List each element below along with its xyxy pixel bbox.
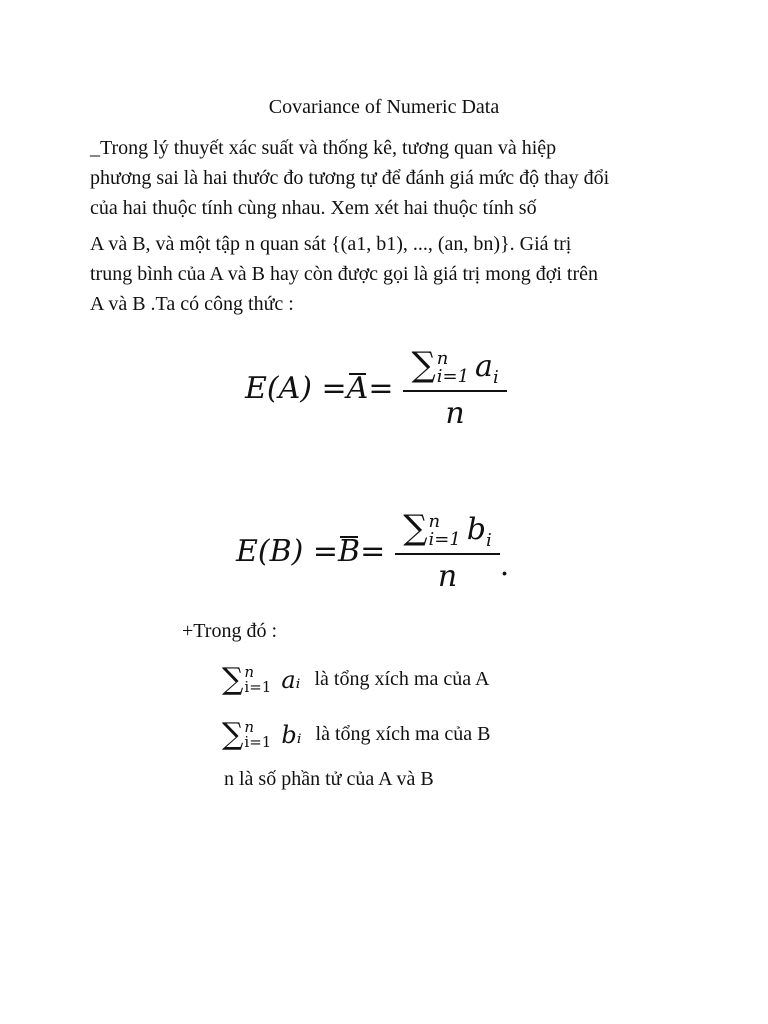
denominator: n [437, 559, 458, 594]
text-line: _Trong lý thuyết xác suất và thống kê, tương quan và hiệp [90, 137, 557, 159]
intro-paragraph [90, 133, 700, 223]
upper-limit: n [244, 717, 255, 736]
mean-symbol: B [338, 533, 361, 569]
text-line: A và B .Ta có công thức : [90, 293, 294, 315]
sum-b-explanation [222, 717, 491, 752]
sigma-symbol: ∑ [411, 345, 436, 385]
upper-limit: n [436, 348, 449, 369]
lower-limit: i=1 [428, 529, 461, 550]
text-line: của hai thuộc tính cùng nhau. Xem xét hai thuộc tính số [90, 197, 537, 219]
definition-paragraph [90, 229, 700, 319]
formula-lhs: E(A) = [245, 370, 347, 406]
sum-variable: bᵢ [281, 720, 302, 749]
lower-limit: i=1 [244, 677, 272, 696]
sigma-symbol: ∑ [222, 662, 244, 697]
term: a [475, 349, 493, 384]
fraction [403, 345, 506, 431]
denominator: n [445, 396, 465, 431]
numerator [395, 508, 500, 553]
subscript: i [486, 530, 492, 551]
subscript: i [492, 367, 499, 388]
sum-description: là tổng xích ma của B [315, 723, 491, 745]
sigma-symbol: ∑ [222, 717, 244, 752]
numerator [403, 345, 506, 390]
page-title: Covariance of Numeric Data [268, 96, 500, 118]
text-line: phương sai là hai thước đo tương tự để đánh giá mức độ thay đổi [90, 167, 610, 189]
sum-limits [437, 350, 469, 386]
upper-limit: n [244, 662, 255, 681]
lower-limit: i=1 [244, 732, 272, 751]
lower-limit: i=1 [436, 366, 470, 387]
sum-a-explanation [222, 662, 489, 697]
where-label: +Trong đó : [182, 620, 278, 642]
term: b [466, 512, 487, 547]
fraction [395, 508, 500, 594]
sum-variable: aᵢ [281, 665, 301, 694]
text-line: A và B, và một tập n quan sát {(a1, b1), ..., (an, bn)}. Giá trị [90, 233, 572, 255]
n-note: n là số phần tử của A và B [224, 768, 434, 790]
period: . [499, 547, 510, 583]
equals-sign: = [360, 533, 386, 569]
sum-description: là tổng xích ma của A [314, 668, 490, 690]
formula-expected-a [245, 345, 507, 431]
equals-sign: = [368, 370, 394, 406]
sigma-symbol: ∑ [403, 508, 428, 548]
formula-expected-b [236, 508, 509, 594]
mean-symbol: A [346, 370, 369, 406]
upper-limit: n [428, 511, 441, 532]
sum-limits [244, 717, 272, 751]
formula-lhs: E(B) = [236, 533, 339, 569]
sum-limits [244, 662, 272, 696]
text-line: trung bình của A và B hay còn được gọi là giá trị mong đợi trên [90, 263, 599, 285]
sum-limits [429, 513, 461, 549]
